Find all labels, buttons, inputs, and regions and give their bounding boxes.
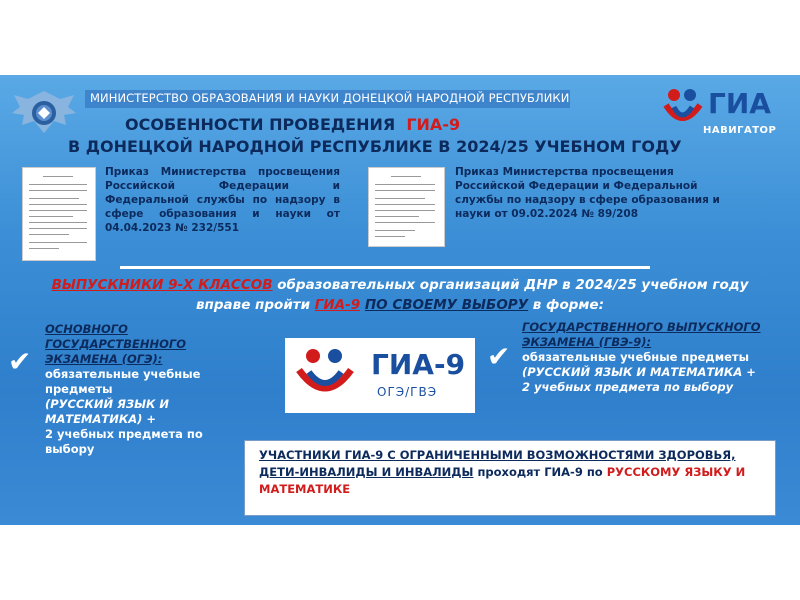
divider [120, 266, 650, 269]
navigator-label: НАВИГАТОР [703, 125, 777, 136]
gia9-logo-icon [291, 346, 363, 406]
gia9-logo-title: ГИА-9 [371, 348, 466, 381]
gia9-logo [285, 338, 475, 413]
oge-subjects: обязательные учебные предметы [45, 367, 201, 396]
gve-block [522, 320, 787, 395]
oge-required: (РУССКИЙ ЯЗЫК И МАТЕМАТИКА) + [45, 397, 170, 426]
check-icon: ✔ [8, 345, 32, 378]
graduates-text: ВЫПУСКНИКИ 9-Х КЛАССОВ образовательных организаций ДНР в 2024/25 учебном году вправе пройти ГИА-9 ПО СВОЕМУ ВЫБОРУ в форме: [51, 277, 749, 313]
order-document-image-2 [368, 167, 445, 247]
gve-required: (РУССКИЙ ЯЗЫК И МАТЕМАТИКА + [522, 365, 756, 379]
slide [0, 75, 800, 525]
page-title-line1: ОСОБЕННОСТИ ПРОВЕДЕНИЯ ГИА-9 [125, 115, 461, 134]
gve-title: ГОСУДАРСТВЕННОГО ВЫПУСКНОГО ЭКЗАМЕНА (ГВЭ-9): [522, 320, 761, 349]
order-1-text: Приказ Министерства просвещения Российской Федерации и Федеральной службы по надзору в сфере образования и науки от 04.04.2023 № 232/551 [105, 166, 340, 234]
special-participants-text: УЧАСТНИКИ ГИА-9 С ОГРАНИЧЕННЫМИ ВОЗМОЖНОСТЯМИ ЗДОРОВЬЯ, ДЕТИ-ИНВАЛИДЫ И ИНВАЛИДЫ проходят ГИА-9 по РУССКОМУ ЯЗЫКУ И МАТЕМАТИКЕ [259, 448, 746, 496]
order-document-image-1 [22, 167, 96, 261]
ministry-name: МИНИСТЕРСТВО ОБРАЗОВАНИЯ И НАУКИ ДОНЕЦКОЙ НАРОДНОЙ РЕСПУБЛИКИ [90, 91, 570, 105]
oge-title: ОСНОВНОГО ГОСУДАРСТВЕННОГО ЭКЗАМЕНА (ОГЭ): [45, 322, 187, 366]
gia-logo-text: ГИА [708, 87, 771, 120]
gve-extra: 2 учебных предмета по выбору [522, 380, 734, 394]
oge-extra: 2 учебных предмета по выбору [45, 427, 203, 456]
page-title-line2: В ДОНЕЦКОЙ НАРОДНОЙ РЕСПУБЛИКЕ В 2024/25 УЧЕБНОМ ГОДУ [68, 137, 682, 156]
oge-block [45, 322, 245, 457]
gve-subjects: обязательные учебные предметы [522, 350, 749, 364]
gia9-logo-subtitle: ОГЭ/ГВЭ [377, 385, 438, 399]
order-2-text: Приказ Министерства просвещения Российской Федерации и Федеральной службы по надзору в сфере образования и науки от 09.02.2024 № 89/208 [455, 166, 720, 220]
check-icon: ✔ [487, 340, 511, 373]
graduates-highlight: ВЫПУСКНИКИ 9-Х КЛАССОВ [51, 277, 273, 293]
special-participants-box [244, 440, 776, 516]
ministry-emblem-icon [8, 85, 80, 143]
